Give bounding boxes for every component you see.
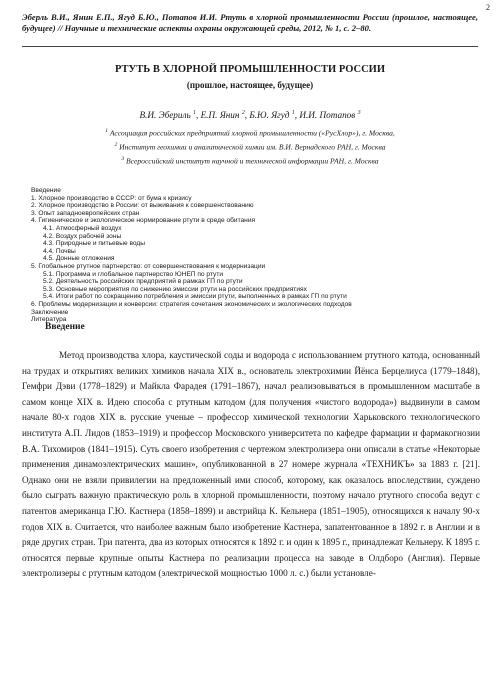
article-subtitle: (прошлое, настоящее, будущее) <box>186 80 314 90</box>
toc-entry: 1. Хлорное производство в СССР: от бума к кризису <box>31 194 192 202</box>
affiliation-mark: 1 <box>105 128 108 134</box>
toc-entry: 4.2. Воздух рабочей зоны <box>43 232 122 240</box>
toc-entry: 5.1. Программа и глобальное партнерство ЮНЕП по ртути <box>43 270 224 278</box>
author-name: Е.П. Янин <box>200 110 240 121</box>
toc-entry: 2. Хлорное производство в России: от выживания к совершенствованию <box>31 202 254 210</box>
toc-entry: 5. Глобальное ртутное партнерство: от совершенствования к модернизации <box>31 262 266 270</box>
affiliation-line <box>0 128 500 138</box>
author-affiliation-mark: 3 <box>357 110 361 116</box>
author-affiliation-mark: 1 <box>291 110 295 116</box>
toc-entry: 4. Гигиеническое и экологическое нормирование ртути в среде обитания <box>31 217 256 225</box>
affiliation-line <box>0 142 500 152</box>
toc-entry: 5.4. Итоги работ по сокращению потребления и эмиссии ртути, выполненных в рамках ГП по ртути <box>43 293 347 301</box>
affiliation-mark: 2 <box>114 142 118 148</box>
toc-entry: 4.4. Почвы <box>43 247 76 255</box>
toc-entry: 5.2. Деятельность российских предприятий в рамках ГП по ртути <box>43 278 243 286</box>
author-affiliation-mark: 1 <box>192 110 196 116</box>
citation-block: Эберль В.И., Янин Е.П., Ягуд Б.Ю., Потапов И.И. Ртуть в хлорной промышленности России (прошлое, настоящее, будущее) // Научные и технические аспекты охраны окружающей среды, 2012, № 1, с. 2–80. <box>22 12 478 33</box>
author-name: И.И. Потапов <box>299 110 356 121</box>
toc-entry: Заключение <box>31 308 69 316</box>
page-number: 2 <box>486 3 490 12</box>
toc-entry: Введение <box>31 187 61 194</box>
toc-entry: 4.5. Донные отложения <box>43 255 115 263</box>
section-heading: Введение <box>45 322 85 332</box>
toc-entry: 4.3. Природные и питьевые воды <box>43 240 146 248</box>
affiliation-text: Институт геохимии и аналитической химии им. В.И. Вернадского РАН, г. Москва <box>119 142 386 152</box>
toc-entry: 6. Проблемы модернизации и конверсии: стратегия сочетания экономических и экологических подходов <box>31 300 352 308</box>
affiliation-text: Всероссийский институт научной и технической информации РАН, г. Москва <box>126 156 379 166</box>
author-affiliation-mark: 2 <box>241 110 245 116</box>
toc-entry: Литература <box>31 316 67 324</box>
table-of-contents <box>31 187 476 324</box>
toc-entry: 5.3. Основные мероприятия по снижению эмиссии ртути на российских предприятиях <box>43 285 307 293</box>
affiliation-line <box>0 156 500 166</box>
affiliation-mark: 3 <box>121 156 125 162</box>
article-title: РТУТЬ В ХЛОРНОЙ ПРОМЫШЛЕННОСТИ РОССИИ <box>115 64 385 75</box>
toc-entry: 4.1. Атмосферный воздух <box>43 224 122 232</box>
author-name: Б.Ю. Ягуд <box>249 110 290 121</box>
author-list: В.И. Эбериль $^1$, Е.П. Янин $^2$, Б.Ю. Ягуд $^1$, И.И. Потапов $^3$ <box>139 110 361 121</box>
body-text <box>22 348 480 582</box>
divider-line <box>22 46 478 47</box>
body-paragraph: Метод производства хлора, каустической соды и водорода с использованием ртутного катода, основанный на трудах и открытиях великих химиков начала XIX в., основатель электрохимии Йёнса Берцелиуса (1779–1848), Гемфри Дэви (1778–1829) и Майкла Фарадея (1791–1867), начал реализовываться в промышленном масштабе в самом конце XIX в. Идею способа с ртутным катодом (для получения «чистого водорода») выдвинули в самом начале 80-х годов XIX в. русские ученые – профессор химической технологии Харьковского технологического института А.П. Лидов (1853–1919) и профессор Московского университета по кафедре фармации и фармакогнозии В.А. Тихомиров (1841–1915). Суть своего изобретения с чертежом электролизера они описали в статье «Некоторые применения динамоэлектрических машин», опубликованной в 27 номере журнала «ТЕХНИКЪ» за 1883 г. [21]. Однако они не взяли привилегии на предложенный ими способ, которому, как оказалось впоследствии, суждено было сыграть важную практическую роль в хлорной промышленности, поэтому начало ртутного способа ведут с патентов американца Г.Ю. Кастнера (1858–1899) и австрийца К. Кельнера (1851–1905), относящихся к началу 90-х годов XIX в. Считается, что наиболее важным было изобретение Кастнера, запатентованное в 1892 г. в Англии и в ряде других стран. Три патента, два из которых относятся к 1892 г. и один к 1895 г., принадлежат Кельнеру. К 1895 г. относятся первые крупные опыты Кастнера по реализации процесса на заводе в Олдборо (Англия). Первые электролизеры с ртутным катодом (электрической мощностью 1000 л. с.) были установле- <box>22 350 480 579</box>
author-name: В.И. Эбериль <box>139 110 191 121</box>
toc-entry: 3. Опыт западноевропейских стран <box>31 209 140 217</box>
affiliation-text: Ассоциация российских предприятий хлорной промышленности («РусХлор»), г. Москва, <box>109 128 395 138</box>
